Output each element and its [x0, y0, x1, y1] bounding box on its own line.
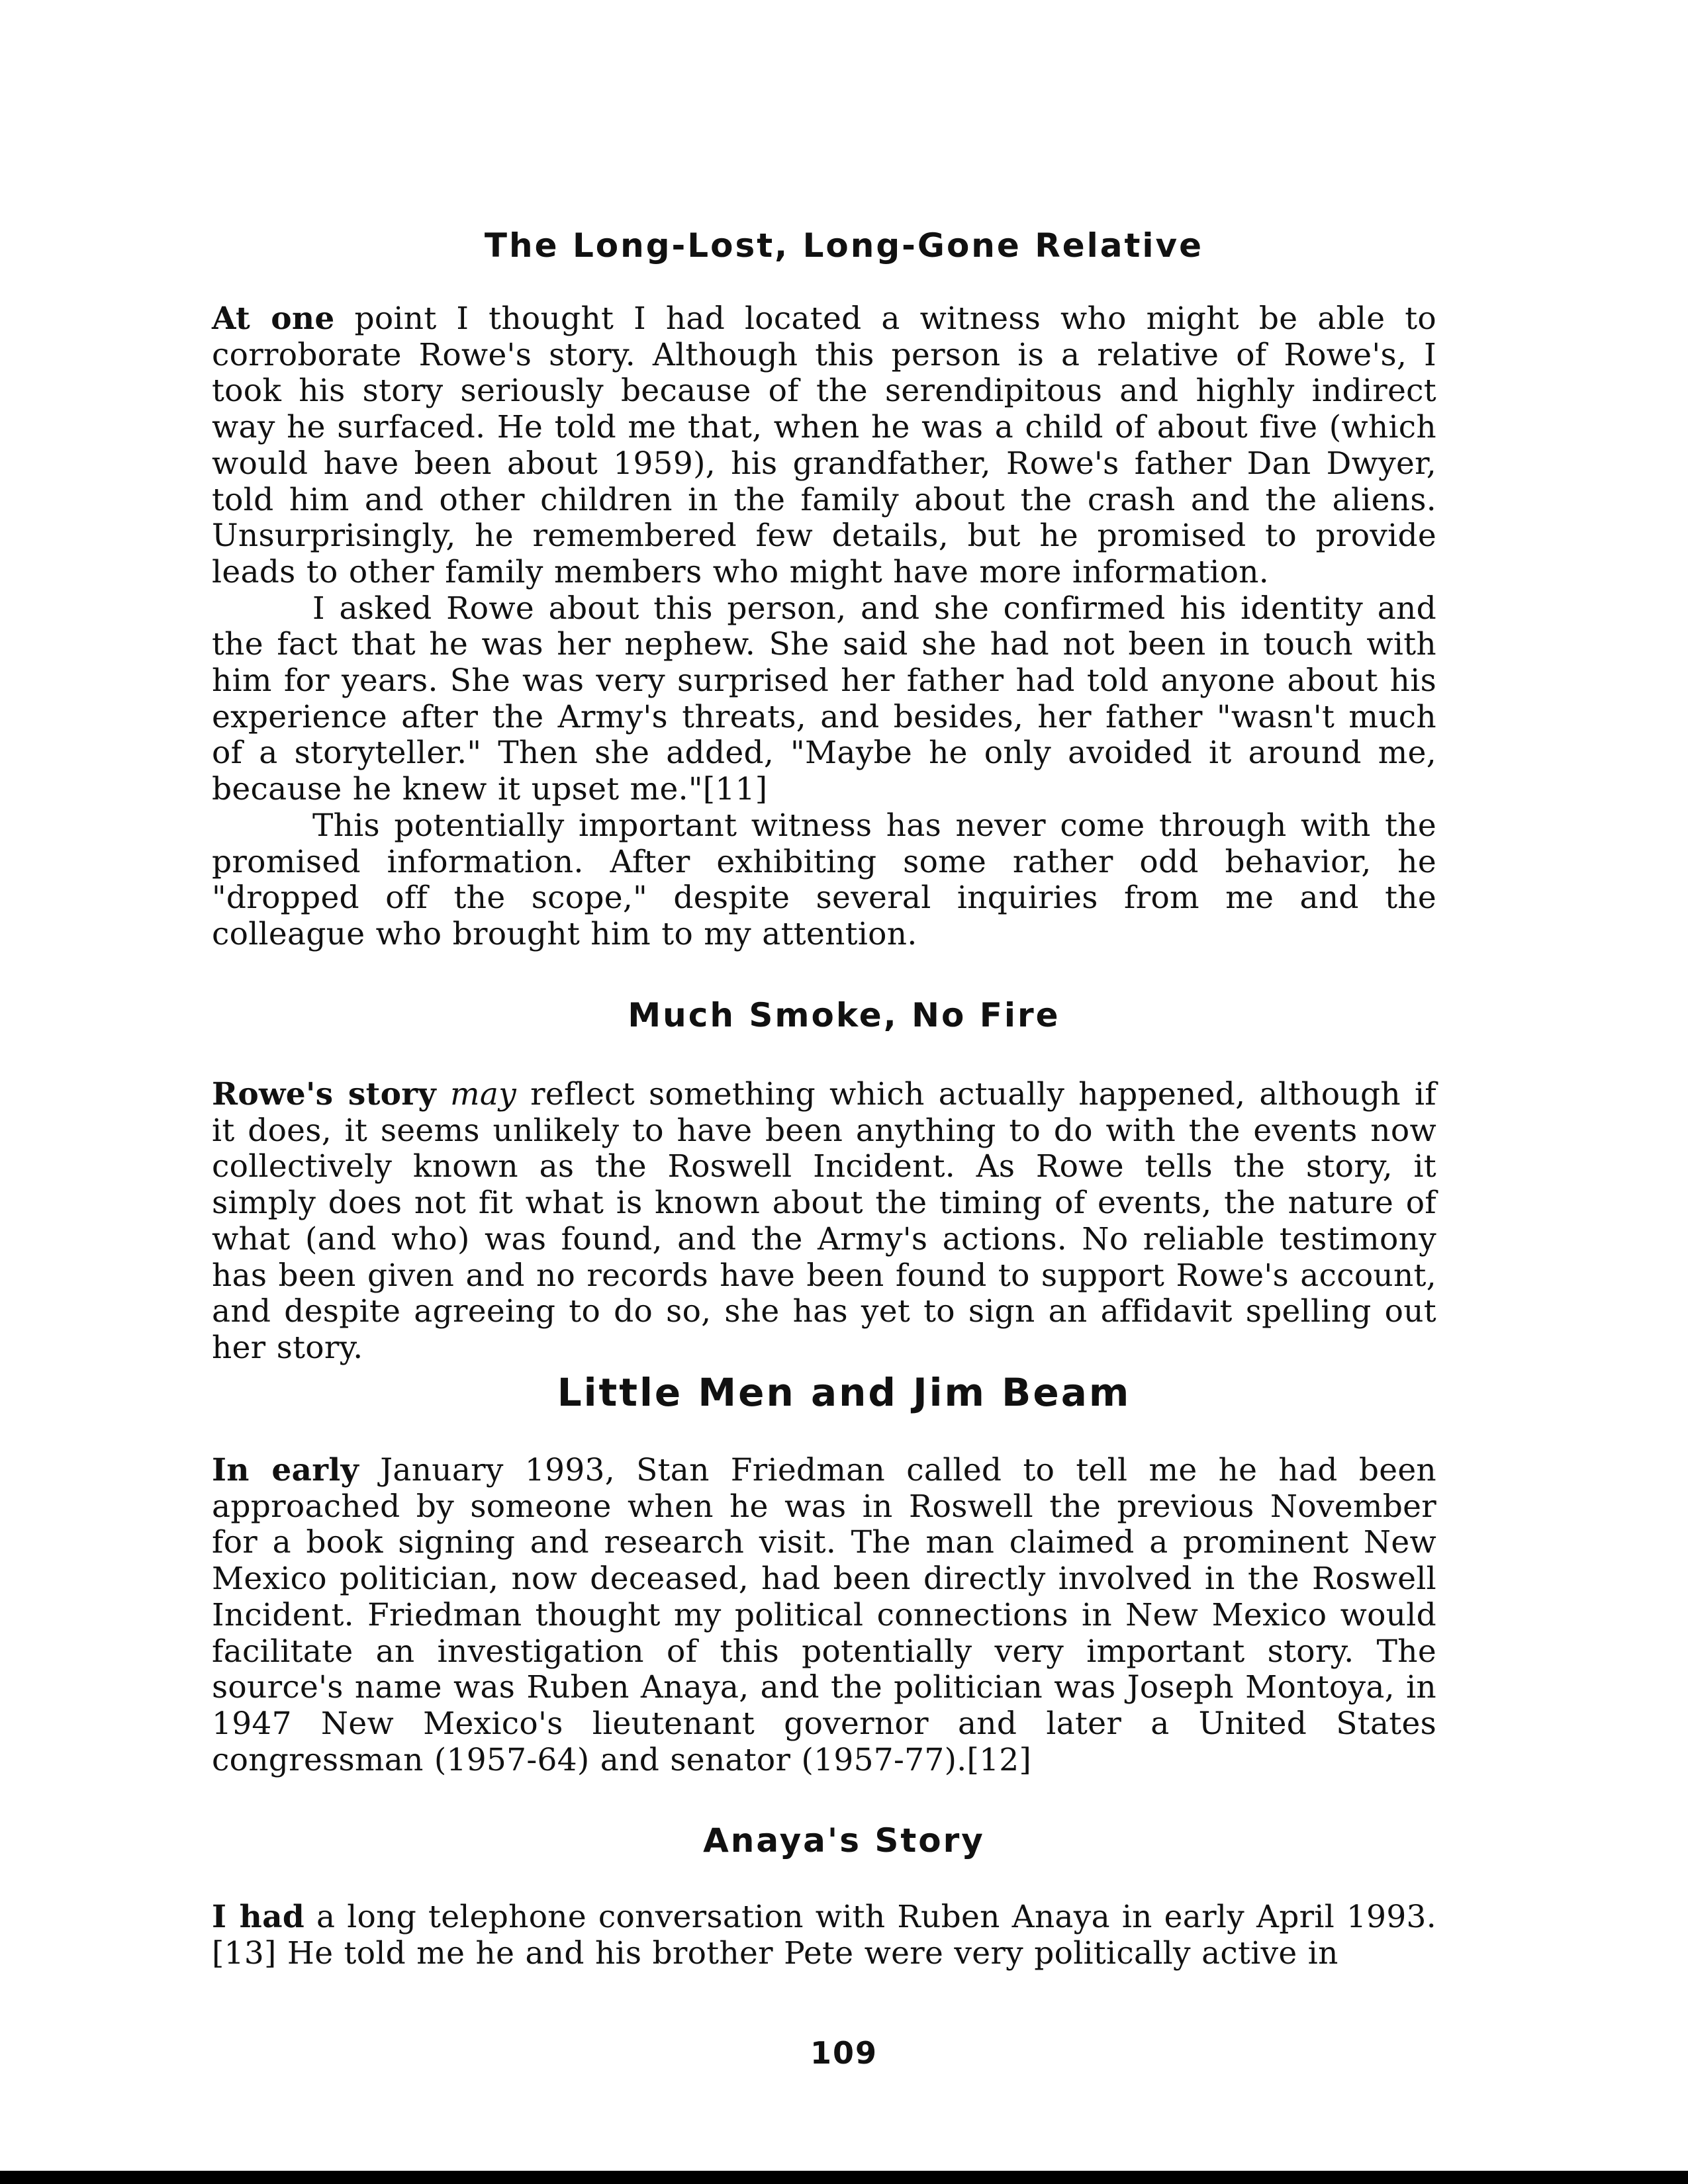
section-anayas-story	[212, 1899, 1436, 1972]
section-heading-long-lost-relative: The Long-Lost, Long-Gone Relative	[484, 226, 1204, 265]
paragraph-emphasis: may	[450, 1076, 517, 1113]
paragraph-lead: In early	[212, 1452, 359, 1488]
section-much-smoke	[212, 1077, 1436, 1367]
paragraph	[212, 1077, 1436, 1367]
paragraph	[212, 301, 1436, 591]
section-heading-much-smoke: Much Smoke, No Fire	[628, 996, 1060, 1034]
paragraph-text: a long telephone conversation with Ruben Anaya in early April 1993.[13] He told me he and his brother Pete were very politically active in	[212, 1899, 1436, 1972]
paragraph-lead: Rowe's story	[212, 1076, 436, 1113]
section-little-men	[212, 1453, 1436, 1778]
section-heading-little-men: Little Men and Jim Beam	[557, 1370, 1131, 1415]
paragraph-lead: At one	[212, 300, 335, 337]
paragraph-text: reflect something which actually happened, although if it does, it seems unlikely to have been anything to do with the events now collectively known as the Roswell Incident. As Rowe tells the story, it simply does not fit what is known about the timing of events, the nature of what (and who) was found, and the Army's actions. No reliable testimony has been given and no records have been found to support Rowe's account, and despite agreeing to do so, she has yet to sign an affidavit spelling out her story.	[212, 1076, 1436, 1366]
paragraph	[212, 1899, 1436, 1972]
paragraph-text: point I thought I had located a witness who might be able to corroborate Rowe's story. Although this person is a relative of Rowe's, I took his story seriously because of the serendipitous and highly indirect way he surfaced. He told me that, when he was a child of about five (which would have been about 1959), his grandfather, Rowe's father Dan Dwyer, told him and other children in the family about the crash and the aliens. Unsurprisingly, he remembered few details, but he promised to provide leads to other family members who might have more information.	[212, 300, 1437, 590]
paragraph: This potentially important witness has never come through with the promised information. After exhibiting some rather odd behavior, he "dropped off the scope," despite several inquiries from me and the colleague who brought him to my attention.	[212, 807, 1436, 952]
paragraph-lead: I had	[212, 1899, 305, 1935]
paragraph-text: January 1993, Stan Friedman called to tell me he had been approached by someone when he was in Roswell the previous November for a book signing and research visit. The man claimed a prominent New Mexico politician, now deceased, had been directly involved in the Roswell Incident. Friedman thought my political connections in New Mexico would facilitate an investigation of this potentially very important story. The source's name was Ruben Anaya, and the politician was Joseph Montoya, in 1947 New Mexico's lieutenant governor and later a United States congressman (1957-64) and senator (1957-77).[12]	[212, 1452, 1436, 1778]
section-long-lost-relative	[212, 301, 1436, 953]
paragraph: I asked Rowe about this person, and she confirmed his identity and the fact that he was her nephew. She said she had not been in touch with him for years. She was very surprised her father had told anyone about his experience after the Army's threats, and besides, her father "wasn't much of a storyteller." Then she added, "Maybe he only avoided it around me, because he knew it upset me."[11]	[212, 590, 1436, 808]
scan-border	[0, 2171, 1688, 2184]
paragraph	[212, 1453, 1436, 1778]
section-heading-anayas-story: Anaya's Story	[703, 1821, 985, 1860]
page-number: 109	[810, 2035, 878, 2071]
